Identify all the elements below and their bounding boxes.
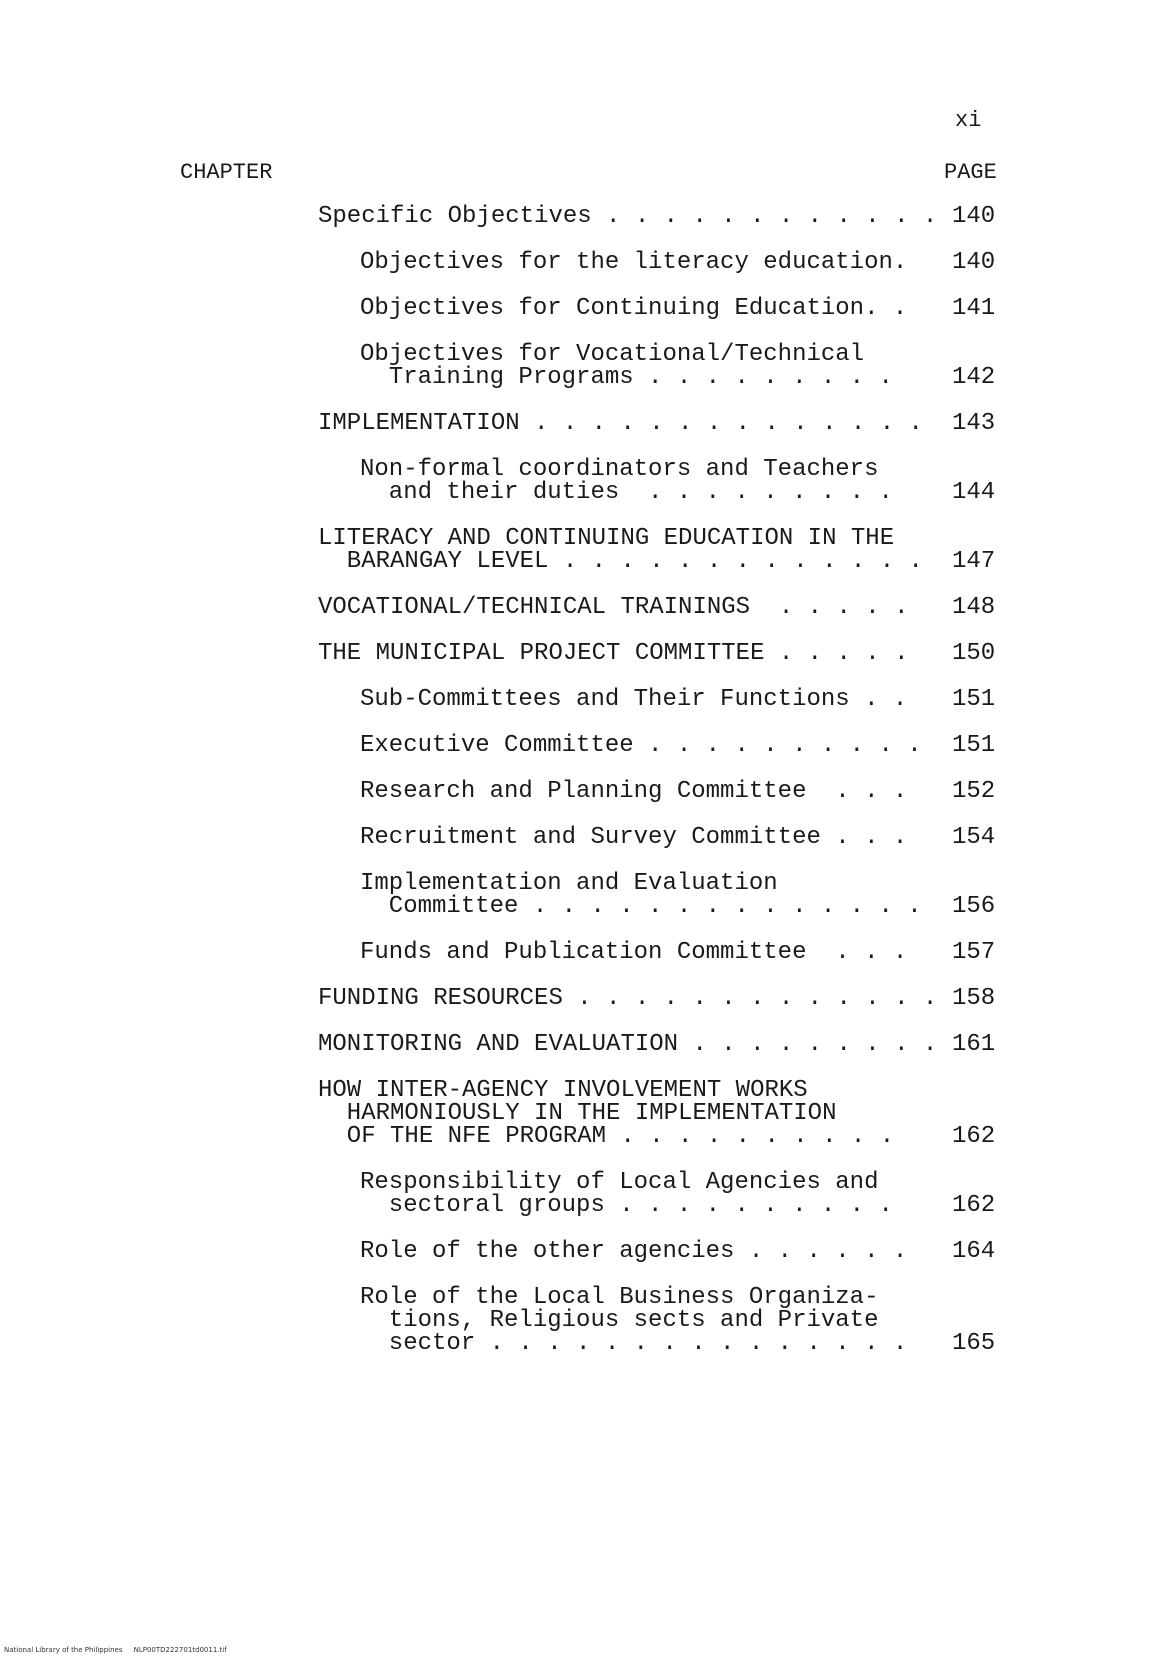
toc-entry-text: sector . . . . . . . . . . . . . . . <box>360 1330 908 1357</box>
toc-entry-text: THE MUNICIPAL PROJECT COMMITTEE . . . . . <box>318 640 909 667</box>
toc-entry-text: sectoral groups . . . . . . . . . . <box>360 1192 893 1219</box>
toc-entry-text: Committee . . . . . . . . . . . . . . <box>360 893 922 920</box>
toc-entry-text: and their duties . . . . . . . . . <box>360 479 893 506</box>
toc-entry-text: Objectives for Vocational/Technical <box>360 341 865 368</box>
toc-entry-page: 141 <box>952 295 996 322</box>
toc-entry-text: Sub-Committees and Their Functions . . <box>360 686 908 713</box>
toc-entry-page: 152 <box>952 778 996 805</box>
toc-entry-page: 150 <box>952 640 996 667</box>
toc-entry-text: Training Programs . . . . . . . . . <box>360 364 893 391</box>
toc-entry-text: Executive Committee . . . . . . . . . . <box>360 732 922 759</box>
toc-entry-text: Implementation and Evaluation <box>360 870 778 897</box>
toc-entry-text: tions, Religious sects and Private <box>360 1307 879 1334</box>
toc-entry-page: 142 <box>952 364 996 391</box>
toc-entry-text: MONITORING AND EVALUATION . . . . . . . . . <box>318 1031 938 1058</box>
toc-entry-text: HOW INTER-AGENCY INVOLVEMENT WORKS <box>318 1077 808 1104</box>
toc-entry-page: 151 <box>952 686 996 713</box>
toc-entry-page: 157 <box>952 939 996 966</box>
toc-entry-text: VOCATIONAL/TECHNICAL TRAININGS . . . . . <box>318 594 909 621</box>
toc-entry-text: Recruitment and Survey Committee . . . <box>360 824 908 851</box>
toc-entry-text: FUNDING RESOURCES . . . . . . . . . . . . . <box>318 985 938 1012</box>
toc-entry-text: OF THE NFE PROGRAM . . . . . . . . . . <box>318 1123 895 1150</box>
toc-entry-page: 144 <box>952 479 996 506</box>
toc-entry-page: 147 <box>952 548 996 575</box>
page-number: xi <box>955 108 982 133</box>
toc-entry-text: Role of the other agencies . . . . . . <box>360 1238 908 1265</box>
toc-entry-page: 165 <box>952 1330 996 1357</box>
toc-entry-text: IMPLEMENTATION . . . . . . . . . . . . . . <box>318 410 923 437</box>
toc-entry-page: 162 <box>952 1123 996 1150</box>
toc-entry-text: BARANGAY LEVEL . . . . . . . . . . . . . <box>318 548 923 575</box>
toc-entry-page: 143 <box>952 410 996 437</box>
toc-entry-text: Non-formal coordinators and Teachers <box>360 456 879 483</box>
toc-entry-page: 158 <box>952 985 996 1012</box>
toc-entry-page: 161 <box>952 1031 996 1058</box>
toc-entry-page: 164 <box>952 1238 996 1265</box>
toc-entry-text: Role of the Local Business Organiza- <box>360 1284 879 1311</box>
scan-footer: National Library of the Philippines NLP00TD222701td0011.tif <box>4 1646 227 1654</box>
toc-entry-page: 156 <box>952 893 996 920</box>
toc-entry-text: Objectives for the literacy education. <box>360 249 908 276</box>
toc-entry-page: 140 <box>952 203 996 230</box>
toc-entry-text: LITERACY AND CONTINUING EDUCATION IN THE <box>318 525 895 552</box>
toc-entry-text: Specific Objectives . . . . . . . . . . . . <box>318 203 938 230</box>
chapter-column-header: CHAPTER <box>180 160 273 185</box>
toc-entry-page: 151 <box>952 732 996 759</box>
toc-entry-text: Research and Planning Committee . . . <box>360 778 908 805</box>
page-column-header: PAGE <box>944 160 997 185</box>
toc-entry-text: HARMONIOUSLY IN THE IMPLEMENTATION <box>318 1100 837 1127</box>
toc-entry-text: Objectives for Continuing Education. . <box>360 295 908 322</box>
toc-entry-page: 154 <box>952 824 996 851</box>
toc-entry-page: 162 <box>952 1192 996 1219</box>
toc-entry-page: 140 <box>952 249 996 276</box>
toc-entry-page: 148 <box>952 594 996 621</box>
toc-entry-text: Funds and Publication Committee . . . <box>360 939 908 966</box>
toc-entry-text: Responsibility of Local Agencies and <box>360 1169 879 1196</box>
